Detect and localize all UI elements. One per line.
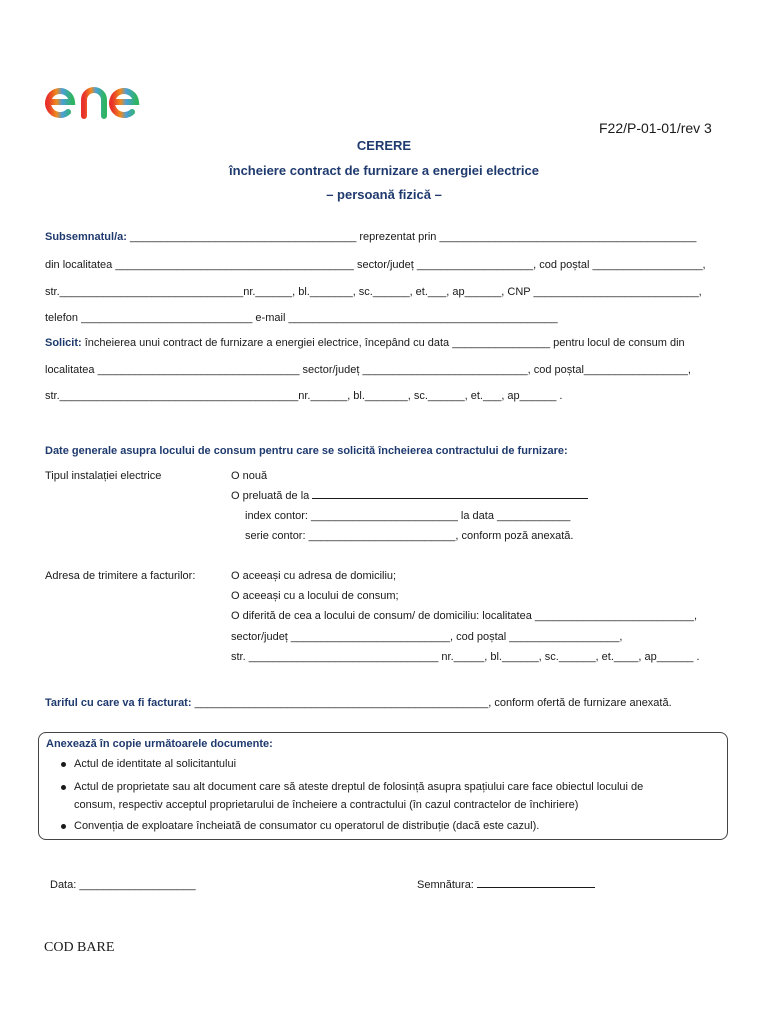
installation-type-label: Tipul instalației electrice: [45, 470, 162, 482]
form-title: CERERE: [356, 138, 412, 153]
request-street-line[interactable]: str._______________________________________nr.______, bl._______, sc.______, et.___, ap______ .: [45, 390, 563, 402]
signature-line[interactable]: [417, 879, 595, 892]
enel-logo: [44, 72, 168, 124]
annex-item: Actul de identitate al solicitantului: [74, 758, 237, 770]
annex-item-continued: consum, respectiv acceptul proprietarului de încheiere a contractului (în cazul contractelor de închiriere): [74, 799, 579, 811]
applicant-contact-line[interactable]: telefon ____________________________ e-mail ____________________________________________: [45, 312, 558, 324]
meter-index-line[interactable]: index contor: ________________________ la data ____________: [245, 510, 571, 522]
applicant-line-1[interactable]: [45, 231, 696, 244]
annex-item: Actul de proprietate sau alt document care să ateste dreptul de folosință asupra spațiului care face obiectul locului de: [74, 781, 644, 793]
tariff-line[interactable]: [45, 697, 672, 710]
signature-label: Semnătura:: [417, 879, 477, 891]
annex-heading: Anexează în copie următoarele documente:: [46, 738, 273, 750]
date-field[interactable]: Data: ___________________: [50, 879, 196, 891]
billing-option-consumption[interactable]: O aceeași cu a locului de consum;: [231, 590, 399, 602]
form-subtitle: încheiere contract de furnizare a energiei electrice: [229, 163, 539, 178]
tariff-label: Tariful cu care va fi facturat:: [45, 697, 192, 709]
signature-field[interactable]: [477, 887, 595, 888]
option-taken-label: O preluată de la: [231, 490, 313, 502]
billing-option-different[interactable]: O diferită de cea a locului de consum/ de domiciliu: localitatea __________________________,: [231, 610, 698, 622]
tariff-field[interactable]: ________________________________________________, conform ofertă de furnizare anexată.: [191, 697, 672, 709]
applicant-address-line[interactable]: din localitatea _______________________________________ sector/județ ___________________, cod poștal __________________,: [45, 259, 706, 271]
request-locality-line[interactable]: localitatea _________________________________ sector/județ ___________________________, cod poștal_________________,: [45, 364, 691, 376]
bullet-icon: [61, 824, 66, 829]
applicant-street-line[interactable]: str.______________________________nr.______, bl._______, sc.______, et.___, ap______, CNP ___________________________,: [45, 286, 702, 298]
option-taken-over[interactable]: [231, 490, 588, 503]
request-line-1[interactable]: [45, 337, 685, 350]
billing-sector-line[interactable]: sector/județ __________________________, cod poștal __________________,: [231, 631, 623, 643]
applicant-label: Subsemnatul/a:: [45, 231, 127, 243]
document-reference: F22/P-01-01/rev 3: [599, 120, 712, 136]
barcode-label: COD BARE: [44, 940, 115, 955]
billing-street-line[interactable]: str. _______________________________ nr._____, bl.______, sc.______, et.____, ap______ .: [231, 651, 700, 663]
form-subtitle-person: – persoană fizică –: [326, 187, 442, 202]
annex-item: Convenția de exploatare încheiată de consumator cu operatorul de distribuție (dacă este cazul).: [74, 820, 540, 832]
request-label: Solicit:: [45, 337, 82, 349]
general-data-heading: Date generale asupra locului de consum pentru care se solicită încheierea contractului de furnizare:: [45, 445, 568, 457]
request-date-field[interactable]: încheierea unui contract de furnizare a energiei electrice, începând cu data ________________ pentru locul de consum din: [81, 337, 685, 349]
billing-address-label: Adresa de trimitere a facturilor:: [45, 570, 196, 582]
option-new-installation[interactable]: O nouă: [231, 470, 268, 482]
bullet-icon: [61, 785, 66, 790]
applicant-name-field[interactable]: _____________________________________ reprezentat prin __________________________________________: [126, 231, 697, 243]
taken-from-field[interactable]: [312, 498, 588, 499]
meter-serial-line[interactable]: serie contor: ________________________, conform poză anexată.: [245, 530, 574, 542]
billing-option-domicile[interactable]: O aceeași cu adresa de domiciliu;: [231, 570, 397, 582]
bullet-icon: [61, 762, 66, 767]
